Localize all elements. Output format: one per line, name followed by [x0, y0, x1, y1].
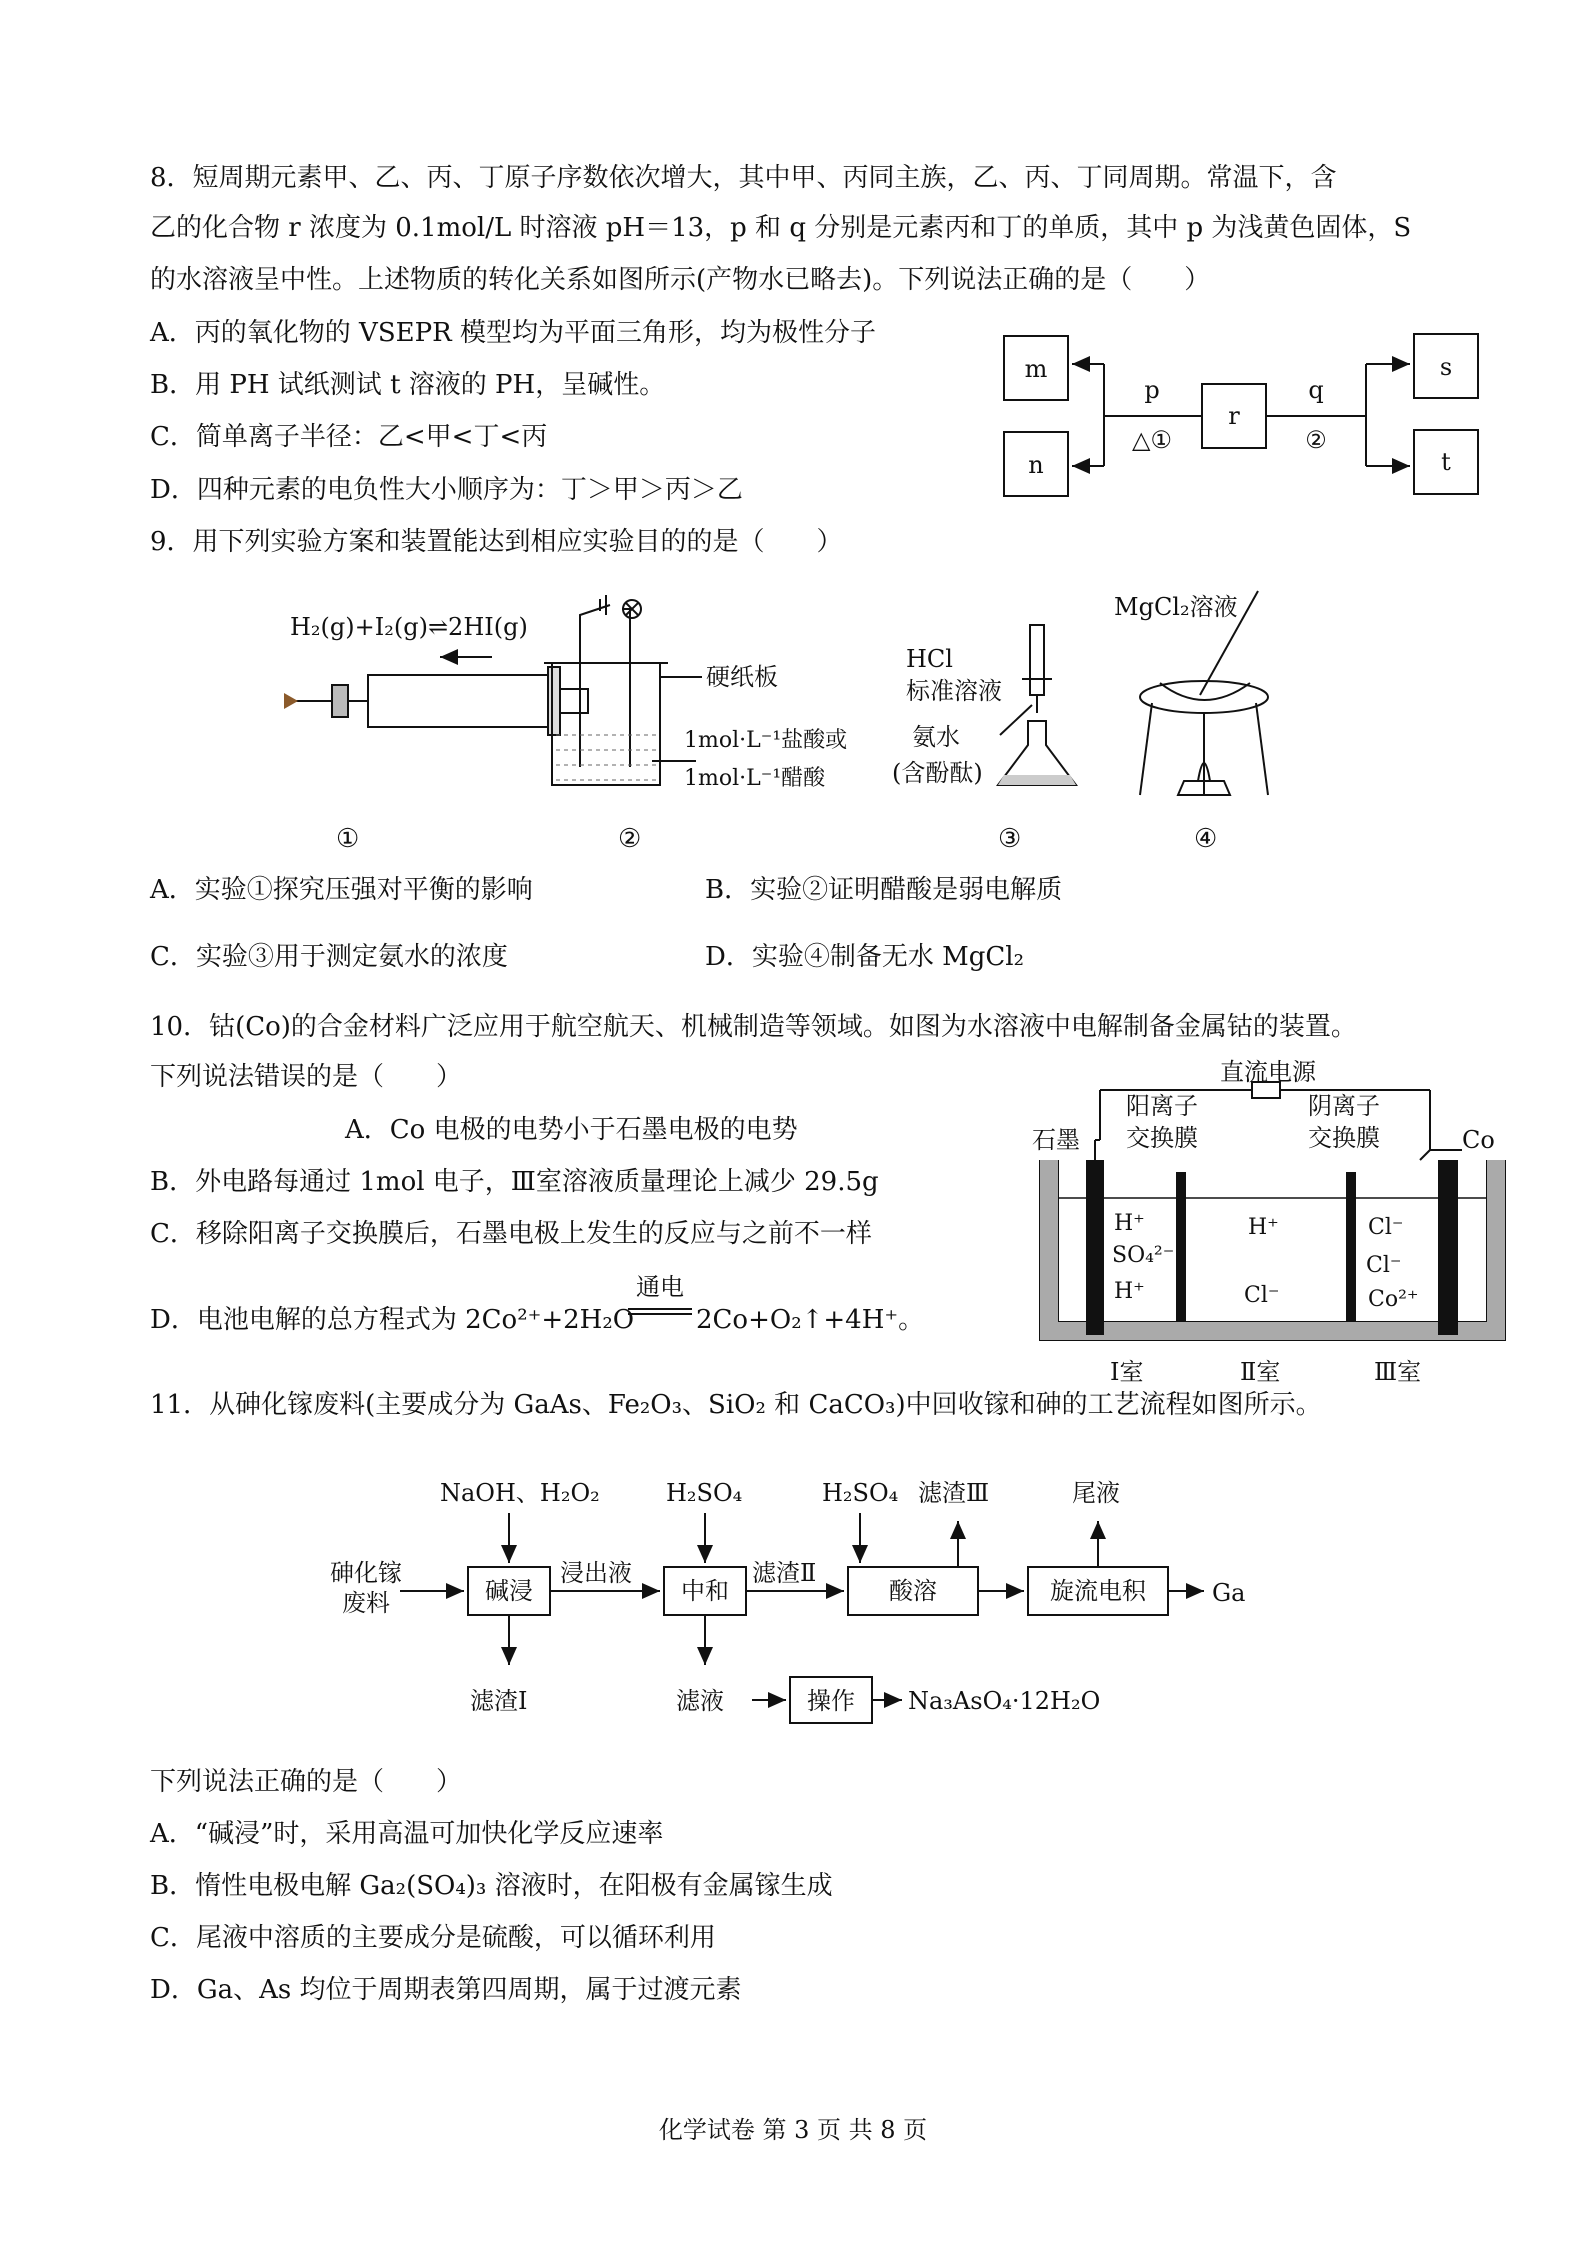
q8-option-b: B．用 PH 试纸测试 t 溶液的 PH，呈碱性。	[150, 370, 666, 400]
residue-3-label: 滤渣Ⅲ	[918, 1479, 990, 1507]
stopcock-icon	[284, 693, 298, 709]
step-acid-dissolve: 酸溶	[889, 1577, 937, 1605]
label-q: q	[1308, 376, 1324, 404]
leachate-label: 浸出液	[560, 1559, 632, 1587]
q8-option-c: C．简单离子半径：乙<甲<丁<丙	[150, 422, 548, 452]
reagent-naoh-h2o2: NaOH、H₂O₂	[440, 1479, 600, 1507]
q9-option-b: B．实验②证明醋酸是弱电解质	[705, 875, 1063, 905]
cation-membrane-label-1: 阳离子	[1126, 1092, 1198, 1120]
condition-2: ②	[1305, 426, 1327, 454]
q11-option-d: D．Ga、As 均位于周期表第四周期，属于过渡元素	[150, 1975, 742, 2005]
phenolphthalein-label: (含酚酞)	[892, 759, 983, 787]
q11-question: 下列说法正确的是（ ）	[150, 1767, 463, 1797]
reagent-h2so4-2: H₂SO₄	[822, 1479, 899, 1507]
q10-line2: 下列说法错误的是（ ）	[150, 1062, 463, 1092]
graphite-electrode	[1086, 1160, 1104, 1335]
cardboard-label: 硬纸板	[706, 663, 778, 691]
room1-ion-h: H⁺	[1114, 1211, 1145, 1236]
node-t: t	[1441, 448, 1451, 476]
page-footer: 化学试卷 第 3 页 共 8 页	[658, 2116, 928, 2144]
q8-line3: 的水溶液呈中性。上述物质的转化关系如图所示(产物水已略去)。下列说法正确的是（ ）	[150, 265, 1211, 295]
ammonia-label: 氨水	[912, 723, 960, 751]
q10-condition: 通电	[636, 1273, 684, 1301]
q9-option-c: C．实验③用于测定氨水的浓度	[150, 942, 508, 972]
room1-label: Ⅰ室	[1110, 1358, 1144, 1386]
cobalt-electrode	[1438, 1160, 1458, 1335]
q8-line1: 8．短周期元素甲、乙、丙、丁原子序数依次增大，其中甲、丙同主族，乙、丙、丁同周期。常温下，含	[150, 163, 1337, 193]
product-na3aso4: Na₃AsO₄·12H₂O	[908, 1687, 1101, 1715]
cation-membrane	[1176, 1172, 1186, 1322]
product-ga: Ga	[1212, 1579, 1246, 1607]
q10-electrolysis-cell	[1030, 1050, 1530, 1390]
residue-2-label: 滤渣Ⅱ	[752, 1559, 817, 1587]
q11-stem: 11．从砷化镓废料(主要成分为 GaAs、Fe₂O₃、SiO₂ 和 CaCO₃)中回收镓和砷的工艺流程如图所示。	[150, 1390, 1322, 1420]
mgcl2-label: MgCl₂溶液	[1114, 593, 1238, 621]
apparatus-number-3: ③	[998, 824, 1022, 854]
room3-ion-co: Co²⁺	[1368, 1287, 1419, 1312]
acid-label-1: 1mol·L⁻¹盐酸或	[684, 728, 848, 753]
q10-line1: 10．钴(Co)的合金材料广泛应用于航空航天、机械制造等领域。如图为水溶液中电解制备金属钴的装置。	[150, 1012, 1357, 1042]
cation-membrane-label-2: 交换膜	[1126, 1124, 1198, 1152]
q10-option-d-suffix: 2Co+O₂↑+4H⁺。	[696, 1305, 925, 1335]
room3-ion-cl: Cl⁻	[1368, 1215, 1404, 1240]
co-label: Co	[1462, 1126, 1495, 1154]
equilibrium-label: H₂(g)+I₂(g)⇌2HI(g)	[290, 613, 528, 641]
feed-label-1: 砷化镓	[330, 1559, 402, 1587]
hcl-label: HCl	[906, 645, 953, 673]
room2-ion-h: H⁺	[1248, 1215, 1279, 1240]
q8-conversion-diagram	[990, 320, 1490, 520]
q8-option-a: A．丙的氧化物的 VSEPR 模型均为平面三角形，均为极性分子	[150, 318, 876, 348]
graphite-label: 石墨	[1032, 1126, 1080, 1154]
q10-option-b: B．外电路每通过 1mol 电子，Ⅲ室溶液质量理论上减少 29.5g	[150, 1167, 879, 1197]
room1-ion-so4: SO₄²⁻	[1112, 1243, 1175, 1268]
q9-option-d: D．实验④制备无水 MgCl₂	[705, 942, 1025, 972]
power-label: 直流电源	[1220, 1058, 1316, 1086]
apparatus-number-1: ①	[336, 824, 360, 854]
standard-solution-label: 标准溶液	[906, 677, 1002, 705]
label-p: p	[1144, 376, 1160, 404]
anion-membrane	[1346, 1172, 1356, 1322]
node-n: n	[1028, 451, 1044, 479]
q10-option-d-prefix: D．电池电解的总方程式为 2Co²⁺+2H₂O	[150, 1305, 635, 1335]
q11-option-b: B．惰性电极电解 Ga₂(SO₄)₃ 溶液时，在阳极有金属镓生成	[150, 1871, 833, 1901]
apparatus-number-2: ②	[618, 824, 642, 854]
q11-option-c: C．尾液中溶质的主要成分是硫酸，可以循环利用	[150, 1923, 716, 1953]
room2-ion-cl: Cl⁻	[1244, 1283, 1280, 1308]
q11-option-a: A．“碱浸”时，采用高温可加快化学反应速率	[150, 1819, 664, 1849]
acid-label-2: 1mol·L⁻¹醋酸	[684, 766, 826, 791]
room3-label: Ⅲ室	[1374, 1358, 1422, 1386]
node-m: m	[1024, 355, 1048, 383]
room3-ion-cl2: Cl⁻	[1366, 1253, 1402, 1278]
step-electrowinning: 旋流电积	[1050, 1577, 1146, 1605]
q10-option-c: C．移除阳离子交换膜后，石墨电极上发生的反应与之前不一样	[150, 1219, 872, 1249]
node-r: r	[1228, 402, 1240, 430]
q10-option-a: A．Co 电极的电势小于石墨电极的电势	[345, 1115, 798, 1145]
anion-membrane-label-2: 交换膜	[1308, 1124, 1380, 1152]
residue-1-label: 滤渣Ⅰ	[470, 1687, 528, 1715]
tail-liquid-label: 尾液	[1072, 1479, 1120, 1507]
room2-label: Ⅱ室	[1240, 1358, 1281, 1386]
step-operation: 操作	[807, 1687, 855, 1715]
condition-1: △①	[1132, 426, 1172, 454]
q11-process-flow	[320, 1465, 1280, 1735]
step-alkali-leach: 碱浸	[485, 1577, 533, 1605]
q9-option-a: A．实验①探究压强对平衡的影响	[150, 875, 533, 905]
apparatus-number-4: ④	[1194, 824, 1218, 854]
q9-apparatus-figure	[280, 585, 1340, 855]
q8-line2: 乙的化合物 r 浓度为 0.1mol/L 时溶液 pH＝13，p 和 q 分别是元素丙和丁的单质，其中 p 为浅黄色固体，S	[150, 213, 1412, 243]
filtrate-label: 滤液	[676, 1687, 724, 1715]
equation-equals-sign	[628, 1308, 692, 1315]
step-neutralize: 中和	[681, 1577, 729, 1605]
feed-label-2: 废料	[342, 1589, 390, 1617]
room1-ion-h2: H⁺	[1114, 1279, 1145, 1304]
node-s: s	[1439, 353, 1453, 381]
q9-stem: 9．用下列实验方案和装置能达到相应实验目的的是（ ）	[150, 527, 843, 557]
reagent-h2so4-1: H₂SO₄	[666, 1479, 743, 1507]
anion-membrane-label-1: 阴离子	[1308, 1092, 1380, 1120]
q8-option-d: D．四种元素的电负性大小顺序为：丁＞甲＞丙＞乙	[150, 475, 743, 505]
